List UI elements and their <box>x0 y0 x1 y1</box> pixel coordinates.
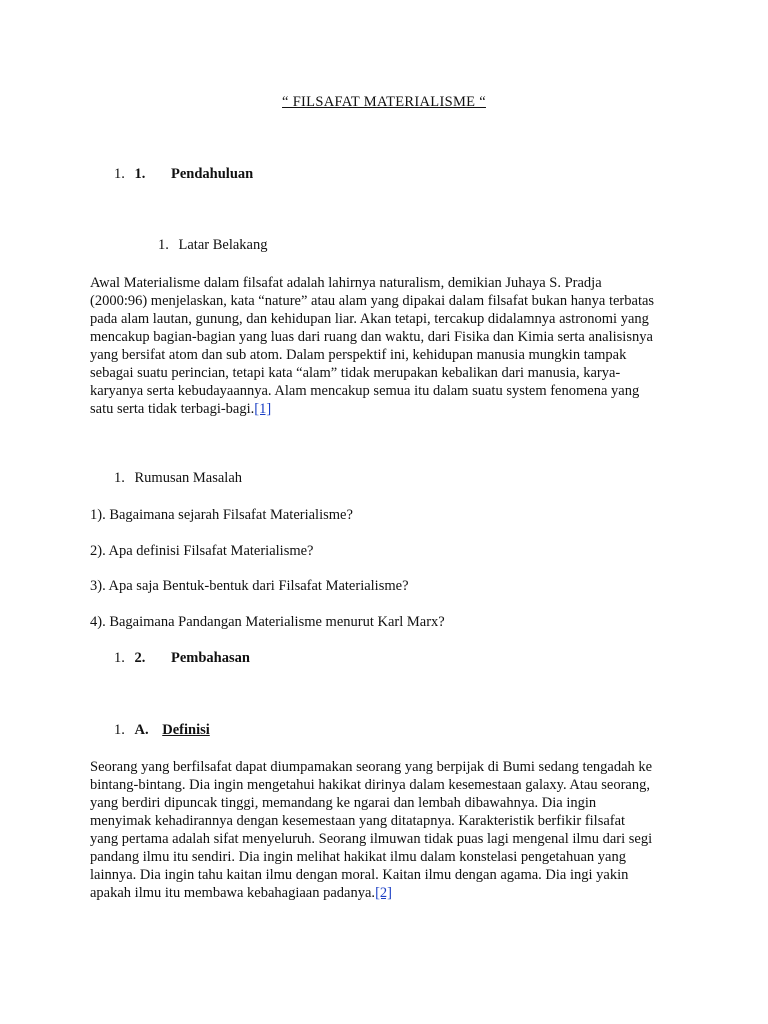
paragraph-line: yang pertama adalah sifat menyeluruh. Seorang ilmuwan tidak puas lagi mengenal ilmu dari segi <box>90 831 653 847</box>
subsection-rumusan-masalah <box>114 470 242 487</box>
paragraph-line: yang bersifat atom dan sub atom. Dalam perspektif ini, kehidupan manusia mungkin tampak <box>90 347 627 363</box>
list-number: 1. <box>158 237 169 253</box>
section-2-heading <box>114 650 250 667</box>
paragraph-line: karyanya serta kebudayaannya. Alam mencakup semua itu dalam suatu system fenomena yang <box>90 383 640 399</box>
footnote-link[interactable]: [2] <box>375 885 392 901</box>
question-item: 1). Bagaimana sejarah Filsafat Materialisme? <box>90 507 353 523</box>
paragraph-line: lainnya. Dia ingin tahu kaitan ilmu dengan moral. Kaitan ilmu dengan agama. Dia ingi yakin <box>90 867 629 883</box>
paragraph-line: (2000:96) menjelaskan, kata “nature” atau alam yang dipakai dalam filsafat bukan hanya terbatas <box>90 293 655 309</box>
section-1-heading <box>114 166 253 183</box>
paragraph-line: sebagai suatu perincian, tetapi kata “alam” tidak merupakan kebalikan dari manusia, karya- <box>90 365 621 381</box>
paragraph-line: bintang-bintang. Dia ingin mengetahui hakikat dirinya dalam kesemestaan galaxy. Atau seorang, <box>90 777 650 793</box>
paragraph-text: apakah ilmu itu membawa kebahagiaan padanya. <box>90 885 376 901</box>
paragraph-line: Seorang yang berfilsafat dapat diumpamakan seorang yang berpijak di Bumi sedang tengadah ke <box>90 759 653 775</box>
subsection-title: Rumusan Masalah <box>134 470 243 486</box>
list-number: 1. <box>114 722 125 738</box>
list-number: 1. <box>114 166 125 182</box>
paragraph-line: yang berdiri dipuncak tinggi, memandang ke ngarai dan lembah dibawahnya. Dia ingin <box>90 795 597 811</box>
subsection-title: Latar Belakang <box>178 237 268 253</box>
list-number: 1. <box>114 650 125 666</box>
section-number: 1. <box>134 166 146 182</box>
paragraph-last-line <box>90 884 690 902</box>
subsection-latar-belakang <box>158 237 267 254</box>
section-number: 2. <box>134 650 146 666</box>
paragraph-text: satu serta tidak terbagi-bagi. <box>90 401 255 417</box>
paragraph-line: menyimak kehadirannya dengan kesemestaan yang ditatapnya. Karakteristik berfikir filsafat <box>90 813 626 829</box>
paragraph-line: pandang ilmu itu sendiri. Dia ingin melihat hakikat ilmu dalam konstelasi pengetahuan yang <box>90 849 626 865</box>
paragraph-definisi <box>90 758 690 902</box>
subsection-letter: A. <box>134 722 149 738</box>
footnote-link[interactable]: [1] <box>254 401 272 417</box>
paragraph-line: Awal Materialisme dalam filsafat adalah lahirnya naturalism, demikian Juhaya S. Pradja <box>90 275 602 291</box>
paragraph-latar-belakang <box>90 274 690 418</box>
question-item: 4). Bagaimana Pandangan Materialisme menurut Karl Marx? <box>90 614 445 630</box>
paragraph-line: mencakup bagian-bagian yang luas dari ruang dan waktu, dari Fisika dan Kimia serta analisisnya <box>90 329 653 345</box>
paragraph-last-line <box>90 400 690 418</box>
section-title: Pembahasan <box>171 650 250 666</box>
section-title: Pendahuluan <box>171 166 254 182</box>
question-item: 2). Apa definisi Filsafat Materialisme? <box>90 543 314 559</box>
paragraph-line: pada alam lautan, gunung, dan kehidupan liar. Akan tetapi, tercakup didalamnya astronomi yang <box>90 311 649 327</box>
subsection-definisi <box>114 722 210 739</box>
question-item: 3). Apa saja Bentuk-bentuk dari Filsafat Materialisme? <box>90 578 409 594</box>
subsection-title: Definisi <box>162 722 210 738</box>
list-number: 1. <box>114 470 125 486</box>
document-title: “ FILSAFAT MATERIALISME “ <box>282 94 486 110</box>
